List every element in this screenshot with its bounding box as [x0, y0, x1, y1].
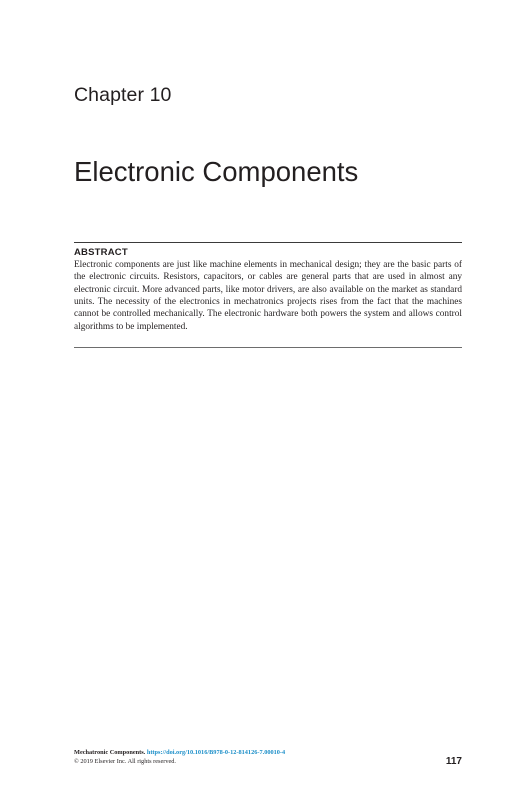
chapter-title: Electronic Components [74, 156, 359, 187]
chapter-label: Chapter 10 [74, 84, 172, 106]
footer-book-title: Mechatronic Components. [74, 749, 146, 756]
footer-copyright: © 2019 Elsevier Inc. All rights reserved. [74, 758, 177, 765]
page-number: 117 [445, 756, 462, 767]
abstract-heading: ABSTRACT [74, 247, 128, 258]
abstract-bottom-rule [74, 347, 462, 348]
abstract-section [74, 247, 462, 333]
footer-citation [74, 748, 462, 757]
abstract-top-rule [74, 242, 462, 243]
abstract-text: Electronic components are just like machine elements in mechanical design; they are the basic parts of the electronic circuits. Resistors, capacitors, or cables are general parts that are used in almost any electronic circuit. More advanced parts, like motor drivers, are also available on the market as standard units. The necessity of the electronics in mechatronics projects rises from the fact that the machines cannot be controlled mechanically. The electronic hardware both powers the system and allows control algorithms to be implemented. [74, 260, 462, 332]
footer-doi-link[interactable]: https://doi.org/10.1016/B978-0-12-814126-7.00010-4 [146, 749, 286, 756]
page-footer [74, 748, 462, 766]
